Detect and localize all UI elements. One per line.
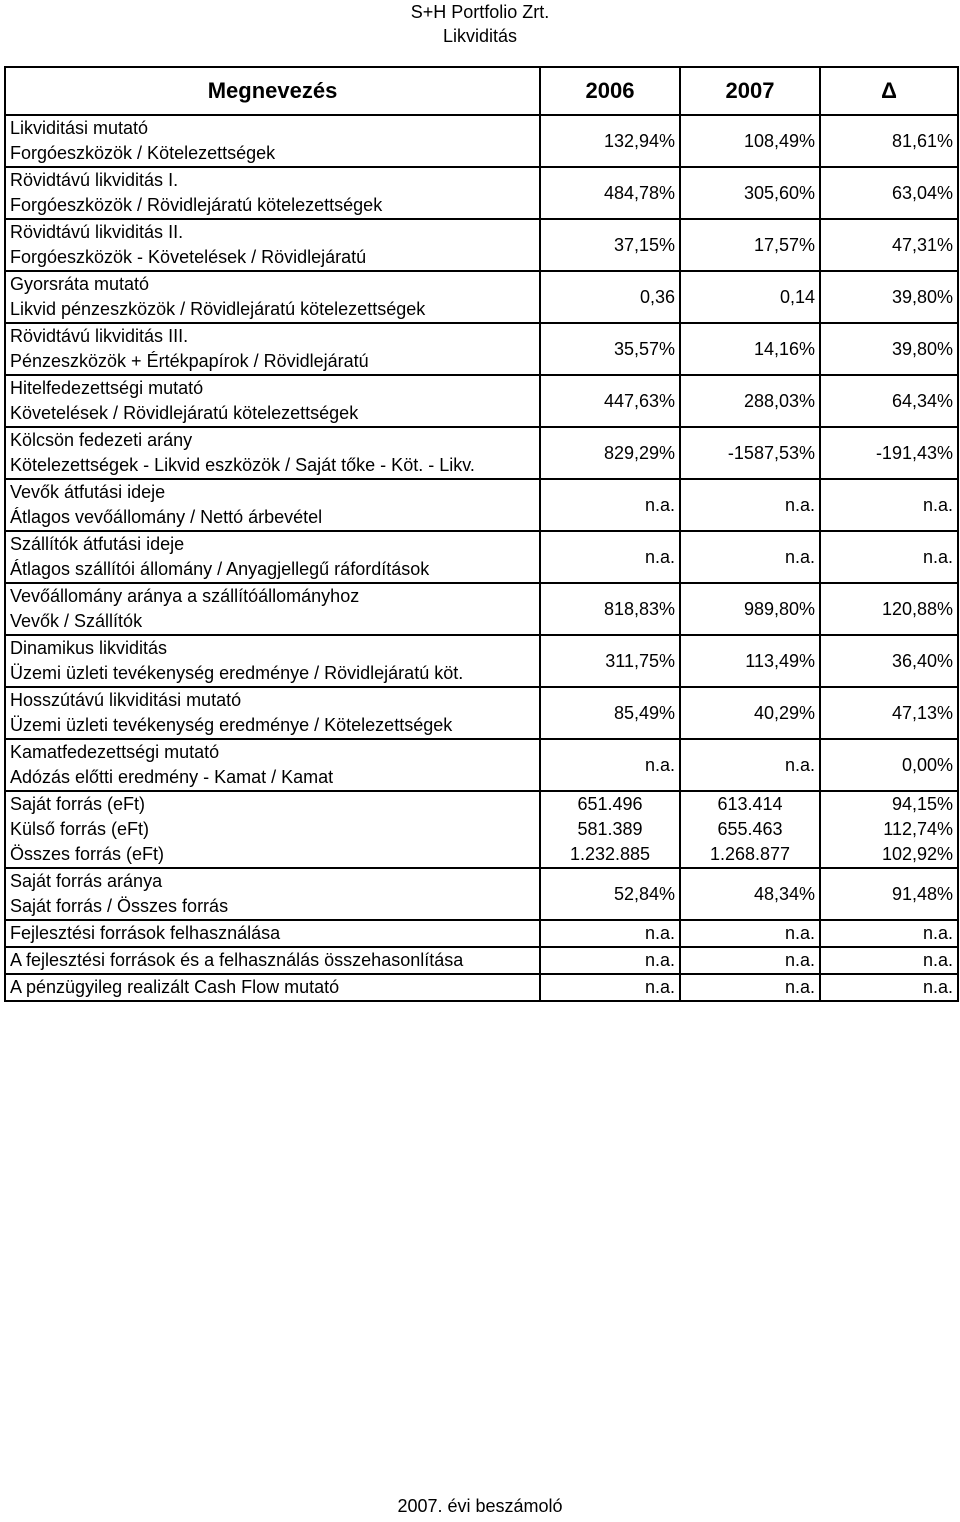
table-row — [5, 323, 958, 375]
table-row — [5, 375, 958, 427]
cell-2006: n.a. — [540, 920, 680, 947]
cell-2006: 37,15% — [540, 219, 680, 271]
row-formula: Forgóeszközök - Követelések / Rövidlejáratú — [10, 247, 367, 267]
cell-2007: n.a. — [680, 479, 820, 531]
row-label — [5, 375, 540, 427]
cell-2007: 113,49% — [680, 635, 820, 687]
table-row — [5, 947, 958, 974]
forras-label-sajat: Saját forrás (eFt) — [10, 794, 146, 814]
row-label — [5, 167, 540, 219]
row-formula: Vevők / Szállítók — [10, 611, 143, 631]
row-label — [5, 531, 540, 583]
forras-2007-sajat: 613.414 — [717, 794, 783, 814]
cell-2007: 305,60% — [680, 167, 820, 219]
forras-label-osszes: Összes forrás (eFt) — [10, 844, 165, 864]
forras-label-kulso: Külső forrás (eFt) — [10, 819, 150, 839]
cell-2006: n.a. — [540, 531, 680, 583]
column-header-delta: Δ — [820, 67, 958, 115]
cell-delta: n.a. — [820, 947, 958, 974]
cell-2006: 35,57% — [540, 323, 680, 375]
forras-2006-sajat: 651.496 — [577, 794, 643, 814]
row-title: Szállítók átfutási ideje — [10, 534, 185, 554]
cell-2007: 288,03% — [680, 375, 820, 427]
forras-2007-osszes: 1.268.877 — [709, 844, 791, 864]
cell-2007: n.a. — [680, 739, 820, 791]
table-row — [5, 531, 958, 583]
row-formula: Saját forrás / Összes forrás — [10, 896, 229, 916]
row-label — [5, 271, 540, 323]
row-formula: Kötelezettségek - Likvid eszközök / Saját tőke - Köt. - Likv. — [10, 455, 475, 475]
table-row — [5, 920, 958, 947]
forras-2006-osszes: 1.232.885 — [569, 844, 651, 864]
cell-2006: n.a. — [540, 739, 680, 791]
table-row — [5, 115, 958, 167]
forras-delta-kulso: 112,74% — [883, 819, 953, 839]
row-label: Fejlesztési források felhasználása — [5, 920, 540, 947]
table-row — [5, 868, 958, 920]
row-title: Kamatfedezettségi mutató — [10, 742, 220, 762]
table-body — [5, 115, 958, 1001]
row-title: Kölcsön fedezeti arány — [10, 430, 193, 450]
company-name: S+H Portfolio Zrt. — [410, 2, 550, 22]
cell-2007: 17,57% — [680, 219, 820, 271]
cell-2006: 85,49% — [540, 687, 680, 739]
forras-delta-osszes: 102,92% — [881, 844, 953, 864]
forras-2007 — [680, 791, 820, 868]
row-label — [5, 868, 540, 920]
table-row — [5, 479, 958, 531]
forras-2006-kulso: 581.389 — [577, 819, 643, 839]
cell-2006: 0,36 — [540, 271, 680, 323]
row-title: Vevőállomány aránya a szállítóállományhoz — [10, 586, 360, 606]
cell-2007: 0,14 — [680, 271, 820, 323]
liquidity-table — [4, 66, 959, 1002]
cell-delta: 81,61% — [820, 115, 958, 167]
cell-2006: n.a. — [540, 947, 680, 974]
row-label — [5, 687, 540, 739]
cell-delta: 120,88% — [820, 583, 958, 635]
row-label — [5, 219, 540, 271]
table-row — [5, 583, 958, 635]
row-label — [5, 739, 540, 791]
cell-2006: 447,63% — [540, 375, 680, 427]
row-formula: Adózás előtti eredmény - Kamat / Kamat — [10, 767, 334, 787]
cell-delta: 0,00% — [820, 739, 958, 791]
cell-2007: n.a. — [680, 920, 820, 947]
page-footer: 2007. évi beszámoló — [397, 1496, 563, 1516]
row-formula: Átlagos szállítói állomány / Anyagjellegű ráfordítások — [10, 559, 430, 579]
forras-2007-kulso: 655.463 — [717, 819, 783, 839]
row-label — [5, 635, 540, 687]
row-label — [5, 427, 540, 479]
row-label — [5, 115, 540, 167]
row-title: Likviditási mutató — [10, 118, 149, 138]
section-title: Likviditás — [442, 26, 518, 46]
table-row — [5, 167, 958, 219]
page-header — [0, 0, 960, 48]
cell-delta: n.a. — [820, 974, 958, 1001]
cell-delta: 36,40% — [820, 635, 958, 687]
row-formula: Üzemi üzleti tevékenység eredménye / Rövidlejáratú köt. — [10, 663, 464, 683]
cell-2006: n.a. — [540, 974, 680, 1001]
cell-2007: n.a. — [680, 947, 820, 974]
table-header-row — [5, 67, 958, 115]
cell-2007: 48,34% — [680, 868, 820, 920]
row-formula: Pénzeszközök + Értékpapírok / Rövidlejáratú — [10, 351, 369, 371]
row-label — [5, 323, 540, 375]
cell-delta: 91,48% — [820, 868, 958, 920]
cell-delta: 47,13% — [820, 687, 958, 739]
cell-delta: n.a. — [820, 920, 958, 947]
row-label: A pénzügyileg realizált Cash Flow mutató — [5, 974, 540, 1001]
row-formula: Forgóeszközök / Rövidlejáratú kötelezettségek — [10, 195, 383, 215]
row-formula: Üzemi üzleti tevékenység eredménye / Kötelezettségek — [10, 715, 453, 735]
cell-2006: 829,29% — [540, 427, 680, 479]
row-title: Gyorsráta mutató — [10, 274, 150, 294]
table-row — [5, 739, 958, 791]
cell-delta: 64,34% — [820, 375, 958, 427]
cell-delta: -191,43% — [820, 427, 958, 479]
row-formula: Forgóeszközök / Kötelezettségek — [10, 143, 276, 163]
row-title: Saját forrás aránya — [10, 871, 163, 891]
row-title: Hosszútávú likviditási mutató — [10, 690, 242, 710]
row-label — [5, 583, 540, 635]
column-header-2006: 2006 — [540, 67, 680, 115]
row-formula: Átlagos vevőállomány / Nettó árbevétel — [10, 507, 323, 527]
forras-delta-sajat: 94,15% — [891, 794, 953, 814]
cell-2006: n.a. — [540, 479, 680, 531]
row-label — [5, 479, 540, 531]
column-header-name: Megnevezés — [5, 67, 540, 115]
cell-2007: n.a. — [680, 974, 820, 1001]
cell-delta: 47,31% — [820, 219, 958, 271]
cell-2007: n.a. — [680, 531, 820, 583]
forras-2006 — [540, 791, 680, 868]
table-row — [5, 219, 958, 271]
cell-delta: n.a. — [820, 479, 958, 531]
row-title: Rövidtávú likviditás II. — [10, 222, 184, 242]
row-title: Vevők átfutási ideje — [10, 482, 166, 502]
cell-delta: 63,04% — [820, 167, 958, 219]
row-title: Dinamikus likviditás — [10, 638, 168, 658]
row-title: Rövidtávú likviditás III. — [10, 326, 189, 346]
cell-2006: 311,75% — [540, 635, 680, 687]
row-label: A fejlesztési források és a felhasználás összehasonlítása — [5, 947, 540, 974]
row-title: Hitelfedezettségi mutató — [10, 378, 204, 398]
cell-2007: 108,49% — [680, 115, 820, 167]
cell-delta: 39,80% — [820, 323, 958, 375]
table-row — [5, 427, 958, 479]
table-row-forras — [5, 791, 958, 868]
cell-delta: n.a. — [820, 531, 958, 583]
row-formula: Követelések / Rövidlejáratú kötelezettségek — [10, 403, 359, 423]
cell-2006: 818,83% — [540, 583, 680, 635]
row-title: Rövidtávú likviditás I. — [10, 170, 179, 190]
cell-2006: 52,84% — [540, 868, 680, 920]
cell-2006: 132,94% — [540, 115, 680, 167]
forras-labels — [5, 791, 540, 868]
row-formula: Likvid pénzeszközök / Rövidlejáratú kötelezettségek — [10, 299, 426, 319]
cell-2006: 484,78% — [540, 167, 680, 219]
table-row — [5, 271, 958, 323]
forras-delta — [820, 791, 958, 868]
table-row — [5, 974, 958, 1001]
cell-delta: 39,80% — [820, 271, 958, 323]
table-row — [5, 635, 958, 687]
table-row — [5, 687, 958, 739]
cell-2007: 40,29% — [680, 687, 820, 739]
cell-2007: 14,16% — [680, 323, 820, 375]
cell-2007: -1587,53% — [680, 427, 820, 479]
column-header-2007: 2007 — [680, 67, 820, 115]
cell-2007: 989,80% — [680, 583, 820, 635]
